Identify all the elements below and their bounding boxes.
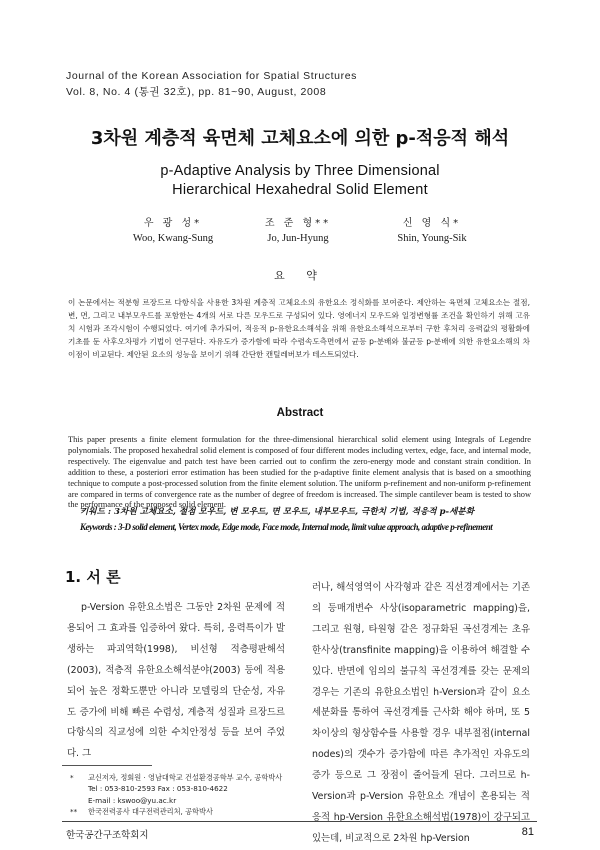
author-2-en: Jo, Jun-Hyung <box>267 233 329 244</box>
footnote-2-mark: ** <box>70 806 78 816</box>
footnote-2-text: 한국전력공사 대구전력관리처, 공학박사 <box>88 806 213 816</box>
author-2 <box>223 214 373 244</box>
footnote-divider <box>62 765 152 766</box>
footnote-tel-text: Tel : 053-810-2593 Fax : 053-810-4622 <box>88 784 228 794</box>
author-1-en: Woo, Kwang-Sung <box>132 233 214 244</box>
author-1-ko: 우 광 성* <box>143 218 203 229</box>
author-3-ko: 신 영 식* <box>402 218 462 229</box>
footnote-email-text: E-mail : kswoo@yu.ac.kr <box>88 795 177 805</box>
author-2-ko: 조 준 형** <box>264 218 332 229</box>
author-3 <box>357 214 507 244</box>
page-number: 81 <box>521 826 534 838</box>
abstract-en-text: This paper presents a finite element formulation for the three-dimensional hierarchical solid element using Integrals of Legendre polynomials. The proposed hexahedral solid element is composed of four different modes including vertex, edge, face, and internal mode, respectively. The eigenvalue and patch test have been carried out to confirm the zero-energy mode and constant strain condition. In addition to these, a posteriori error estimation has been studied for the p-adaptive finite element analysis that is based on a smoothing technique to compute a post-processed solution from the finite element solution. The uniform p-refinement and non-uniform p-refinement are compared in terms of convergence rate as the number of degree of freedom is increased. The simple cantilever beam is tested to show the performance of the proposed solid element. <box>68 435 531 510</box>
section-1-right-column: 러나, 해석영역이 사각형과 같은 직선경계에서는 기존의 등매개변수 사상(isoparametric mapping)을, 그리고 원형, 타원형 같은 정규화된 곡선경계는 초유한사상(transfinite mapping)을 이용하여 해결할 수 있다. 반면에 임의의 불규칙 곡선경계를 갖는 문제의 경우는 기존의 유한요소법인 h-Version과 같이 요소세분화를 통하여 곡선경계를 근사화 해야 하며, 또 5차이상의 형상함수를 사용할 경우 내부절점(internal nodes)의 갯수가 증가함에 따른 추가적인 자유도의 증가 등으로 그 장점이 줄어들게 된다. 그러므로 h-Version과 p-Version 유한요소 개념이 혼용되는 적응적 hp-Version 유한요소해석법(1978)이 강구되고 있는데, 비교적으로 2차원 hp-Version <box>312 582 530 844</box>
footnote-1-text: 교신저자, 정회원 · 영남대학교 건설환경공학부 교수, 공학박사 <box>88 773 283 782</box>
title-english-line2: Hierarchical Hexahedral Solid Element <box>172 182 428 198</box>
journal-name: Journal of the Korean Association for Spatial Structures <box>66 70 357 82</box>
abstract-ko-text: 이 논문에서는 적분형 르장드르 다항식을 사용한 3차원 계층적 고체요소의 유한요소 정식화를 보여준다. 제안하는 육면체 고체요소는 절점, 변, 면, 그리고 내부모우드를 포함한는 4개의 서로 다른 모우드로 구성되어 있다. 영에너지 모우드와 일정변형률 조건을 확인하기 위해 고유치 시험과 조각시험이 수행되었다. 여기에 추가되어, 적응적 p-유한요소해석을 위해 유한요소해석으로부터 구한 후처리 응력값의 평활화에 기초를 둔 사후오차평가 기법이 연구된다. 자유도가 증가함에 따라 수렴속도측면에서 균등 p-분배와 불균등 p-분배에 의한 유한요소해의 차이점이 비교된다. 제안된 요소의 성능을 보이기 위해 간단한 캔틸레버보가 테스트되었다. <box>68 298 530 359</box>
footnote-1 <box>70 772 300 783</box>
journal-volume: Vol. 8, No. 4 (통권 32호), pp. 81~90, August, 2008 <box>66 86 327 98</box>
author-3-en: Shin, Young-Sik <box>397 233 467 244</box>
footnote-2 <box>70 806 300 817</box>
footnote-tel <box>70 783 300 794</box>
keywords-english: Keywords : 3-D solid element, Vertex mode, Edge mode, Face mode, Internal mode, limit value approach, adaptive p-refinement <box>80 522 493 532</box>
footnote-1-mark: * <box>70 773 74 782</box>
section-1-heading: 1. 서 론 <box>65 568 121 586</box>
title-english-line1: p-Adaptive Analysis by Three Dimensional <box>160 163 440 179</box>
abstract-ko-heading: 요 약 <box>274 269 326 282</box>
title-korean: 3차원 계층적 육면체 고체요소에 의한 p-적응적 해석 <box>90 128 510 149</box>
footnote-email <box>70 795 300 806</box>
footnotes <box>70 772 300 817</box>
section-1-left-column: p-Version 유한요소법은 그동안 2차원 문제에 적용되어 그 효과를 입증하여 왔다. 특히, 응력특이가 발생하는 파괴역학(1998), 비선형 적층평판해석(2003), 적층적 유한요소해석분야(2003) 등에 적용되어 높은 정확도뿐만 아니라 모델링의 단순성, 자유도 증가에 비해 빠른 수렴성, 계층적 성질과 르장드르 다항식의 직교성에 의한 수치안정성 등을 보여 주었다. 그 <box>67 602 285 760</box>
footer-journal: 한국공간구조학회지 <box>66 830 149 841</box>
footer-rule <box>62 821 537 822</box>
keywords-korean: 키워드 : 3차원 고체요소, 절점 모우드, 변 모우드, 면 모우드, 내부모우드, 극한치 기법, 적응적 p-세분화 <box>80 507 475 517</box>
abstract-en-heading: Abstract <box>276 407 324 419</box>
